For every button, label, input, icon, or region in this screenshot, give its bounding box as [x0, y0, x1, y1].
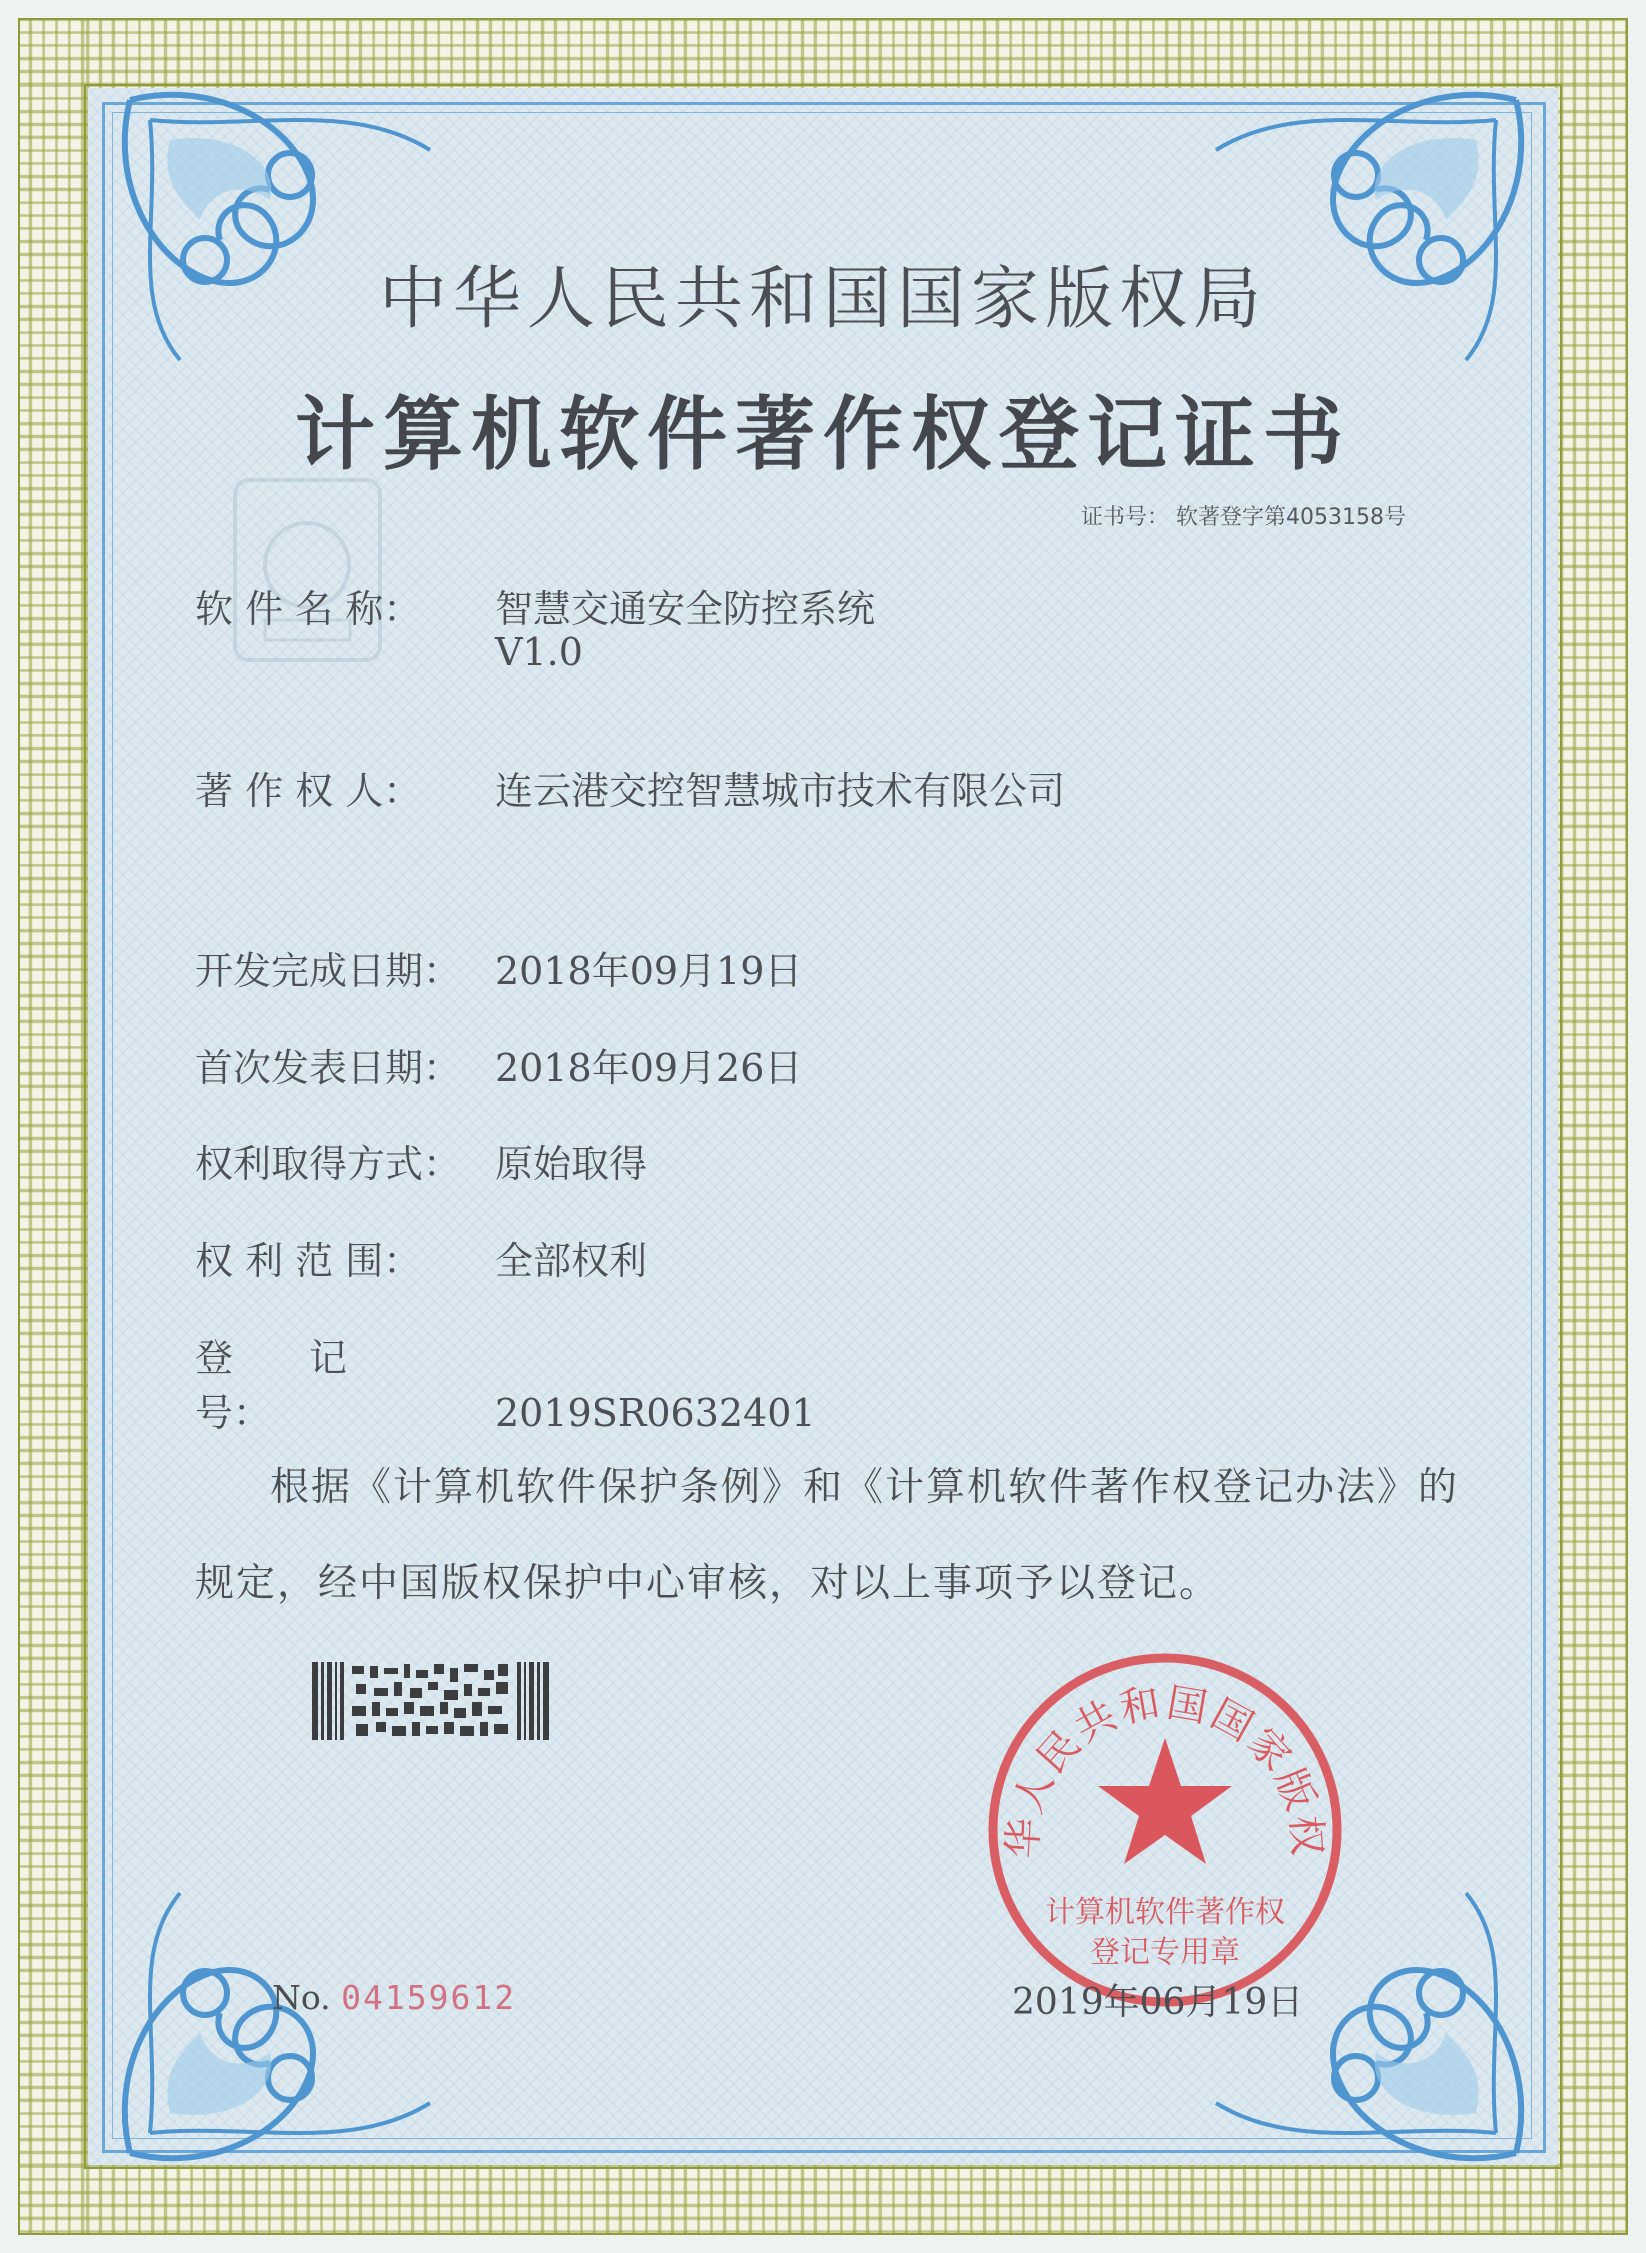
serial-number — [272, 1978, 516, 2017]
registration-number-label: 登 记 号： — [195, 1336, 424, 1435]
publication-date-row — [195, 1037, 802, 1092]
certificate-number: 证书号： 软著登字第4053158号 — [1081, 505, 1406, 530]
seal-arc-text: 华人民共和国国家版权 — [1000, 1679, 1330, 1860]
rights-scope-row — [195, 1230, 647, 1285]
copyright-owner-label: 著 作 权 人： — [195, 769, 422, 813]
statement-line-2: 规定，经中国版权保护中心审核，对以上事项予以登记。 — [195, 1561, 1221, 1606]
development-date-value: 2018年09月19日 — [495, 949, 803, 993]
development-date-label: 开发完成日期： — [195, 949, 462, 993]
official-seal — [975, 1640, 1355, 2020]
copyright-owner-row — [195, 760, 1065, 815]
publication-date-value: 2018年09月26日 — [495, 1046, 803, 1090]
rights-scope-value: 全部权利 — [495, 1239, 648, 1283]
software-version-row — [495, 630, 583, 674]
registration-number-value: 2019SR0632401 — [495, 1391, 816, 1435]
rights-scope-label: 权 利 范 围： — [195, 1239, 422, 1283]
serial-prefix: No. — [272, 1978, 331, 2017]
software-version-value: V1.0 — [495, 630, 583, 674]
acquisition-method-label: 权利取得方式： — [195, 1142, 462, 1186]
acquisition-method-row — [195, 1133, 647, 1188]
seal-line-1: 计算机软件著作权 — [1045, 1895, 1285, 1930]
barcode-icon — [312, 1662, 550, 1740]
software-name-value: 智慧交通安全防控系统 — [495, 587, 876, 631]
copyright-owner-value: 连云港交控智慧城市技术有限公司 — [495, 769, 1066, 813]
seal-line-2: 登记专用章 — [1090, 1935, 1240, 1970]
seal-star-icon — [1098, 1738, 1232, 1864]
corner-scroll-ornament-icon — [90, 1863, 470, 2193]
statement-line-1: 根据《计算机软件保护条例》和《计算机软件著作权登记办法》的 — [270, 1465, 1460, 1510]
certificate-title: 计算机软件著作权登记证书 — [295, 388, 1351, 481]
acquisition-method-value: 原始取得 — [495, 1142, 648, 1186]
emblem-watermark-icon — [225, 470, 390, 670]
development-date-row — [195, 940, 802, 995]
software-name-row — [195, 578, 875, 633]
issuing-authority: 中华人民共和国国家版权局 — [378, 260, 1267, 339]
issue-date: 2019年06月19日 — [1012, 1982, 1304, 2023]
software-name-label: 软 件 名 称： — [195, 587, 422, 631]
registration-number-row — [195, 1327, 816, 1437]
publication-date-label: 首次发表日期： — [195, 1046, 462, 1090]
serial-number-value: 04159612 — [341, 1978, 517, 2017]
